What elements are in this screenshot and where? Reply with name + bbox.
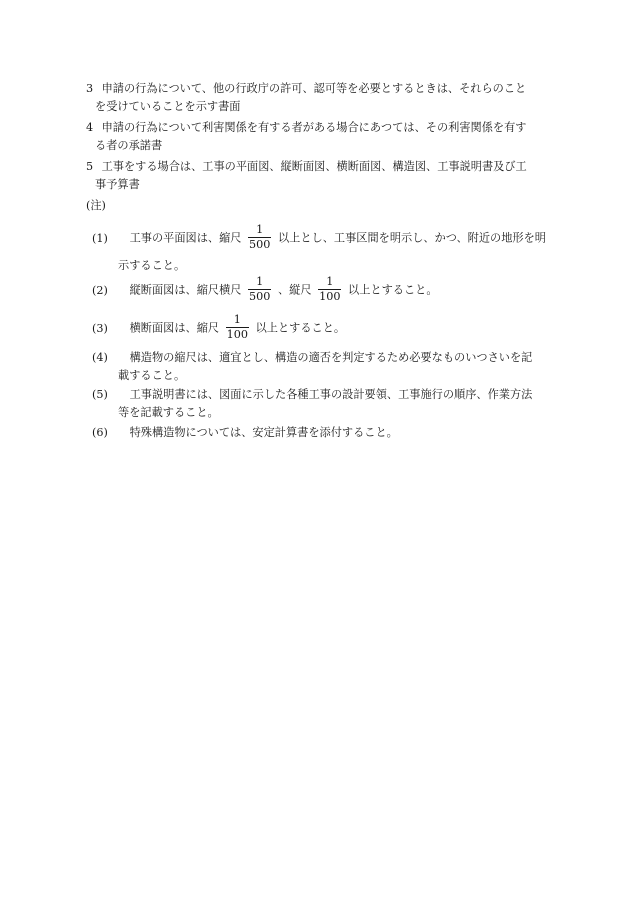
item-text: 申請の行為について、他の行政庁の許可、認可等を必要とするときは、それらのこと <box>101 82 527 95</box>
item-5-continuation: 事予算書 <box>95 178 140 191</box>
note-6 <box>92 424 562 442</box>
note-1 <box>92 224 562 275</box>
note-text: 特殊構造物については、安定計算書を添付すること。 <box>129 426 398 439</box>
note-text: 工事説明書には、図面に示した各種工事の設計要領、工事施行の順序、作業方法 <box>129 388 533 401</box>
note-text: 横断面図は、縮尺 <box>129 321 220 335</box>
list-item-5 <box>86 158 556 194</box>
fraction-numerator: 1 <box>226 313 249 328</box>
item-4-first-line <box>86 119 556 137</box>
note-text: 以上とすること。 <box>348 283 438 297</box>
item-text: 申請の行為について利害関係を有する者がある場合にあつては、その利害関係を有す <box>101 121 527 134</box>
note-label: (4) <box>92 351 108 364</box>
note-text: 、縦尺 <box>277 283 312 297</box>
scale-fraction <box>248 223 271 252</box>
fraction-numerator: 1 <box>248 275 271 290</box>
note-3-first-line <box>92 314 562 343</box>
note-text: 工事の平面図は、縮尺 <box>129 231 242 245</box>
note-label: (5) <box>92 388 108 401</box>
note-3 <box>92 314 562 343</box>
fraction-denominator: 500 <box>249 238 271 251</box>
item-number: 4 <box>86 121 94 134</box>
note-4 <box>92 349 562 385</box>
item-4-continuation: る者の承諾書 <box>95 139 163 152</box>
note-5 <box>92 386 562 422</box>
item-text: 工事をする場合は、工事の平面図、縦断面図、横断面図、構造図、工事説明書及び工 <box>101 160 527 173</box>
item-3-first-line <box>86 80 556 98</box>
item-number: 5 <box>86 160 94 173</box>
item-3-continuation: を受けていることを示す書面 <box>95 100 241 113</box>
note-text: 以上とし、工事区間を明示し、かつ、附近の地形を明 <box>277 231 546 245</box>
note-2-first-line <box>92 276 562 305</box>
note-text: 以上とすること。 <box>255 321 346 335</box>
note-label: (6) <box>92 426 108 439</box>
fraction-numerator: 1 <box>318 275 341 290</box>
item-number: 3 <box>86 82 94 95</box>
note-4-continuation: 載すること。 <box>118 369 186 382</box>
note-1-first-line <box>92 224 562 253</box>
list-item-3 <box>86 80 556 116</box>
note-label: (2) <box>92 283 108 297</box>
item-5-first-line <box>86 158 556 176</box>
scale-fraction <box>226 313 249 342</box>
note-6-first-line <box>92 424 562 442</box>
note-4-first-line <box>92 349 562 367</box>
note-text: 構造物の縮尺は、適宜とし、構造の適否を判定するため必要なものいつさいを記 <box>129 351 533 364</box>
note-5-continuation: 等を記載すること。 <box>118 406 219 419</box>
note-5-first-line <box>92 386 562 404</box>
fraction-denominator: 100 <box>319 290 341 303</box>
fraction-numerator: 1 <box>248 223 271 238</box>
note-label: (3) <box>92 321 108 335</box>
note-1-continuation: 示すること。 <box>118 259 186 272</box>
note-label: (1) <box>92 231 108 245</box>
fraction-denominator: 500 <box>249 290 271 303</box>
notes-heading: (注) <box>86 199 106 212</box>
fraction-denominator: 100 <box>226 328 248 341</box>
list-item-4 <box>86 119 556 155</box>
note-2 <box>92 276 562 305</box>
scale-fraction <box>318 275 341 304</box>
scale-fraction <box>248 275 271 304</box>
note-text: 縦断面図は、縮尺横尺 <box>129 283 242 297</box>
